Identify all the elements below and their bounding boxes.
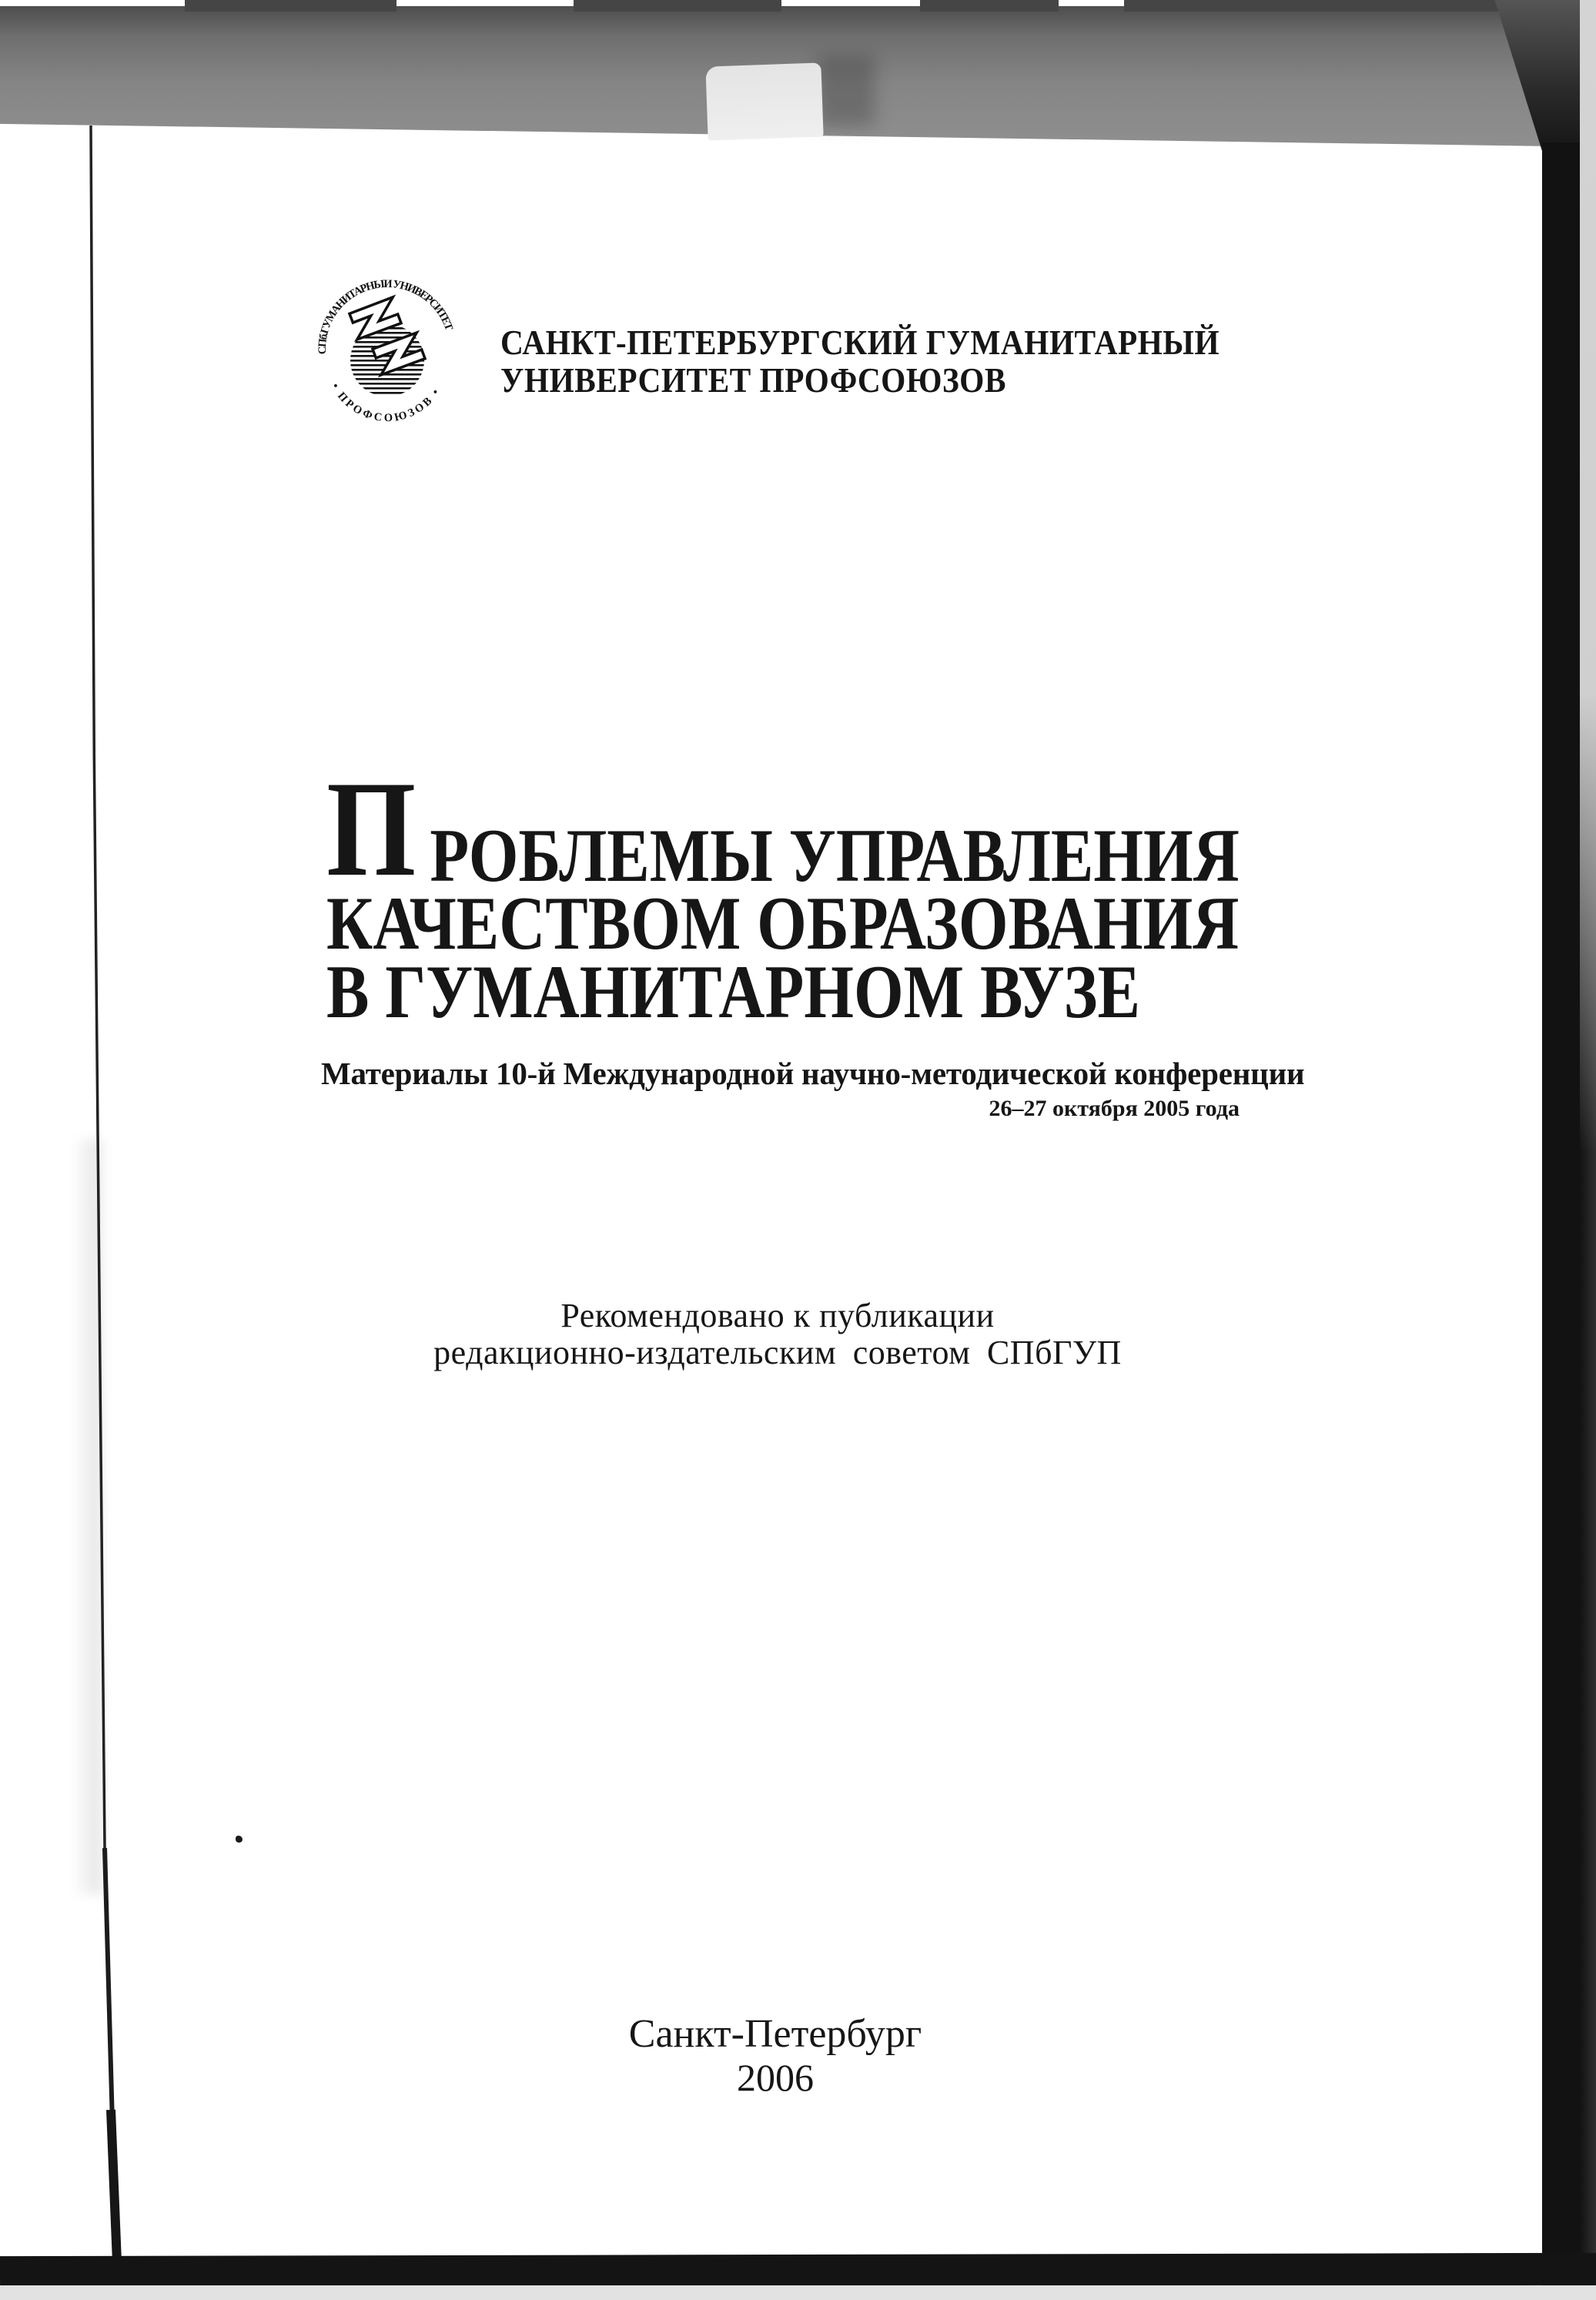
imprint-city: Санкт-Петербург <box>628 2012 922 2056</box>
seal-ring-text-bottom: • ПРОФСОЮЗОВ • <box>328 381 443 425</box>
imprint-year: 2006 <box>737 2056 814 2099</box>
publisher-line-1: САНКТ-ПЕТЕРБУРГСКИЙ ГУМАНИТАРНЫЙ <box>500 323 1220 362</box>
book-title <box>326 0 1297 2300</box>
recommendation-note <box>321 1297 1234 1371</box>
ink-speck <box>236 1836 243 1843</box>
title-line-3: В ГУМАНИТАРНОМ ВУЗЕ <box>326 950 1140 1034</box>
recommendation-line-1: Рекомендовано к публикации <box>560 1297 995 1334</box>
conference-subtitle: Материалы 10-й Международной научно-методической конференции <box>321 1056 1305 1091</box>
title-dropcap: П <box>326 752 417 905</box>
seal-ring-text-top: СПб.ГУМАНИТАРНЫЙ УНИВЕРСИТЕТ <box>316 280 456 355</box>
recommendation-line-2: редакционно-издательским советом СПбГУП <box>433 1334 1122 1371</box>
conference-dates: 26–27 октября 2005 года <box>989 1096 1240 1121</box>
title-line-2: КАЧЕСТВОМ ОБРАЗОВАНИЯ <box>326 882 1240 966</box>
imprint <box>321 2013 1230 2099</box>
publisher-line-2: УНИВЕРСИТЕТ ПРОФСОЮЗОВ <box>500 360 1006 400</box>
title-line-1: РОБЛЕМЫ УПРАВЛЕНИЯ <box>430 814 1240 898</box>
